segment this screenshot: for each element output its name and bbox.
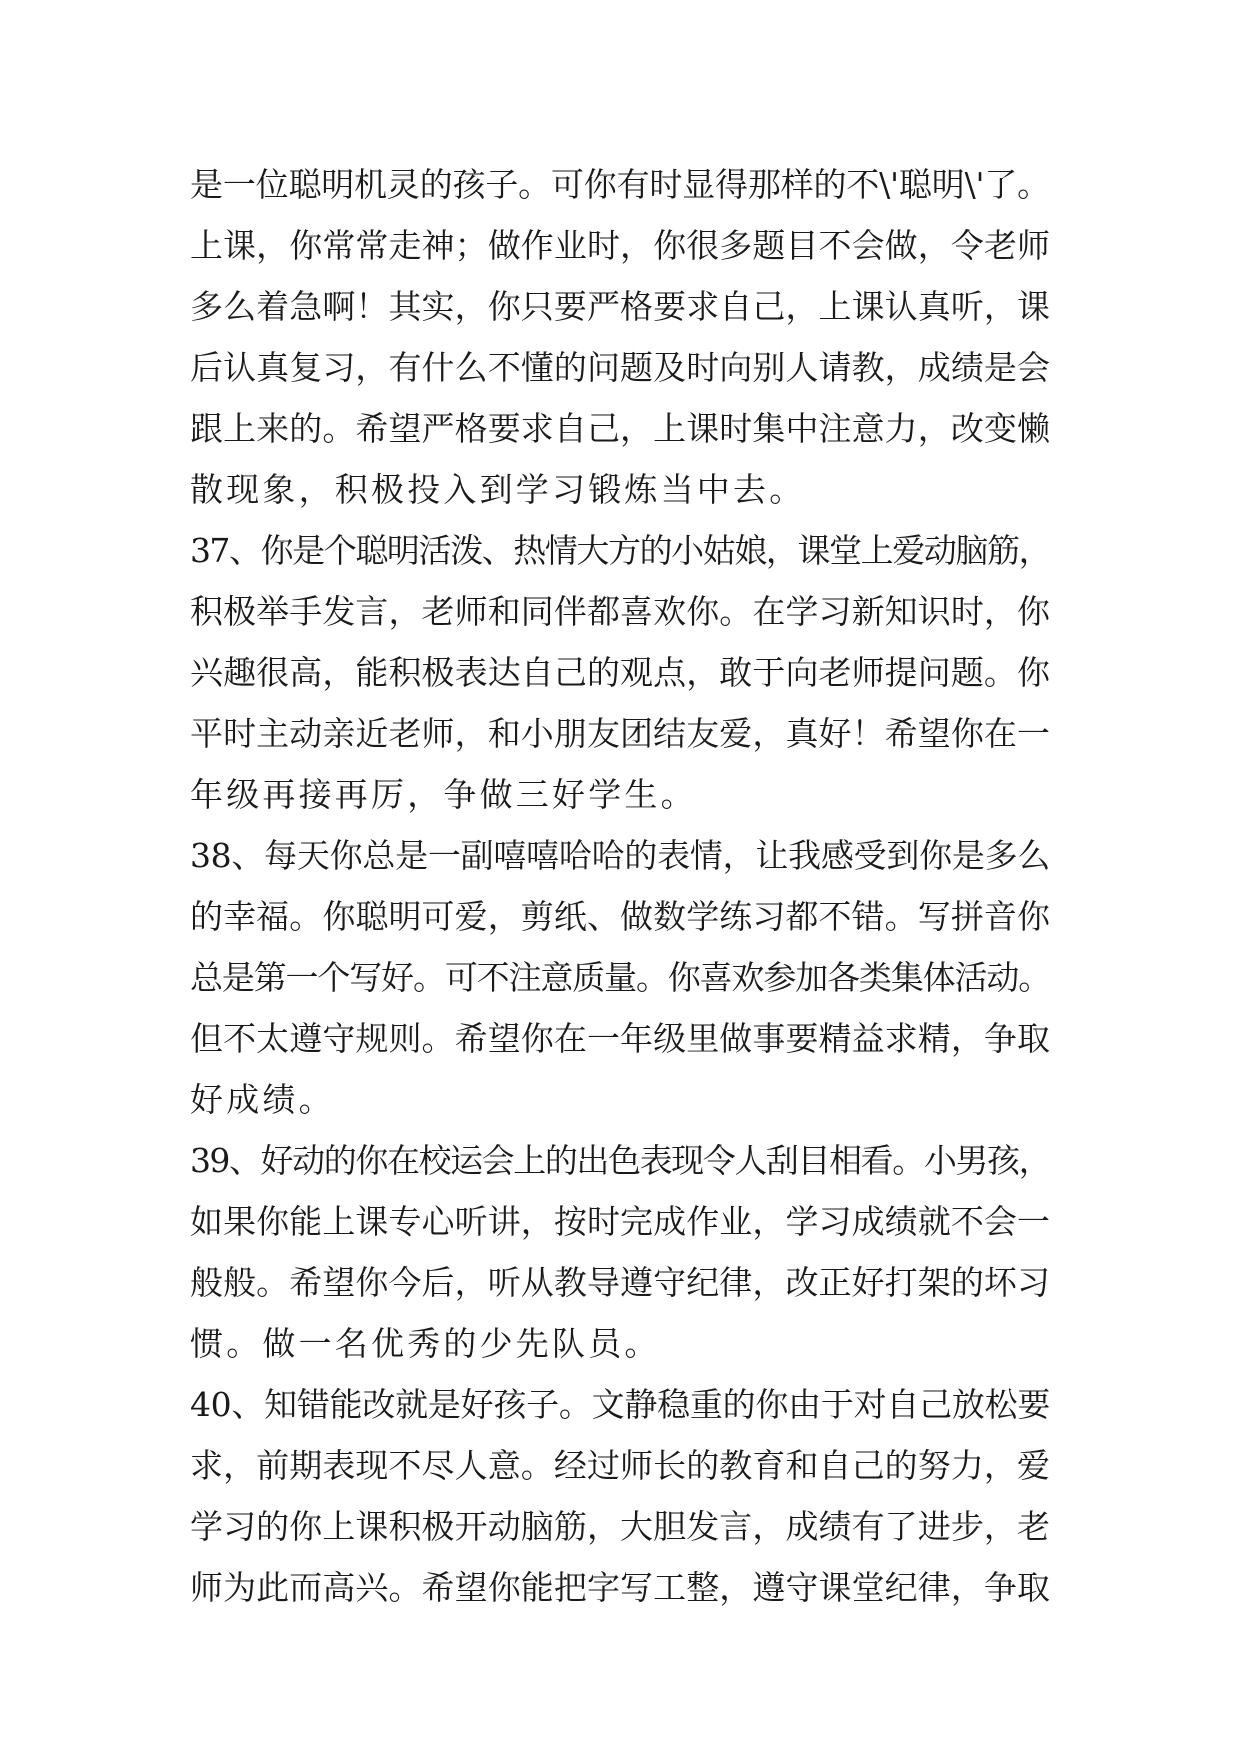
text-line: 散现象，积极投入到学习锻炼当中去。: [190, 470, 806, 509]
text-line: 多么着急啊！其实，你只要严格要求自己，上课认真听，课: [190, 287, 1050, 326]
text-line: 40、知错能改就是好孩子。文静稳重的你由于对自己放松要: [190, 1385, 1050, 1424]
text-line: 上课，你常常走神；做作业时，你很多题目不会做，令老师: [190, 226, 1050, 265]
text-line: 的幸福。你聪明可爱，剪纸、做数学练习都不错。写拼音你: [190, 897, 1050, 936]
text-line: 好成绩。: [190, 1080, 335, 1119]
text-line: 如果你能上课专心听讲，按时完成作业，学习成绩就不会一: [190, 1202, 1050, 1241]
text-line: 师为此而高兴。希望你能把字写工整，遵守课堂纪律，争取: [190, 1568, 1050, 1607]
comment-text-block: [190, 154, 1050, 1618]
text-line: 38、每天你总是一副嘻嘻哈哈的表情，让我感受到你是多么: [190, 836, 1050, 875]
text-line: 跟上来的。希望严格要求自己，上课时集中注意力，改变懒: [190, 409, 1050, 448]
text-line: 后认真复习，有什么不懂的问题及时向别人请教，成绩是会: [190, 348, 1050, 387]
text-line: 是一位聪明机灵的孩子。可你有时显得那样的不\'聪明\'了。: [190, 165, 1050, 204]
text-line: 但不太遵守规则。希望你在一年级里做事要精益求精，争取: [190, 1019, 1050, 1058]
text-line: 37、你是个聪明活泼、热情大方的小姑娘，课堂上爱动脑筋，: [190, 531, 1050, 570]
text-line: 积极举手发言，老师和同伴都喜欢你。在学习新知识时，你: [190, 592, 1050, 631]
text-line: 年级再接再厉，争做三好学生。: [190, 775, 697, 814]
text-line: 39、好动的你在校运会上的出色表现令人刮目相看。小男孩，: [190, 1141, 1050, 1180]
text-line: 学习的你上课积极开动脑筋，大胆发言，成绩有了进步，老: [190, 1507, 1050, 1546]
text-line: 求，前期表现不尽人意。经过师长的教育和自己的努力，爱: [190, 1446, 1050, 1485]
text-line: 惯。做一名优秀的少先队员。: [190, 1324, 661, 1363]
text-line: 总是第一个写好。可不注意质量。你喜欢参加各类集体活动。: [190, 958, 1050, 997]
text-line: 平时主动亲近老师，和小朋友团结友爱，真好！希望你在一: [190, 714, 1050, 753]
text-line: 般般。希望你今后，听从教导遵守纪律，改正好打架的坏习: [190, 1263, 1050, 1302]
text-line: 兴趣很高，能积极表达自己的观点，敢于向老师提问题。你: [190, 653, 1050, 692]
